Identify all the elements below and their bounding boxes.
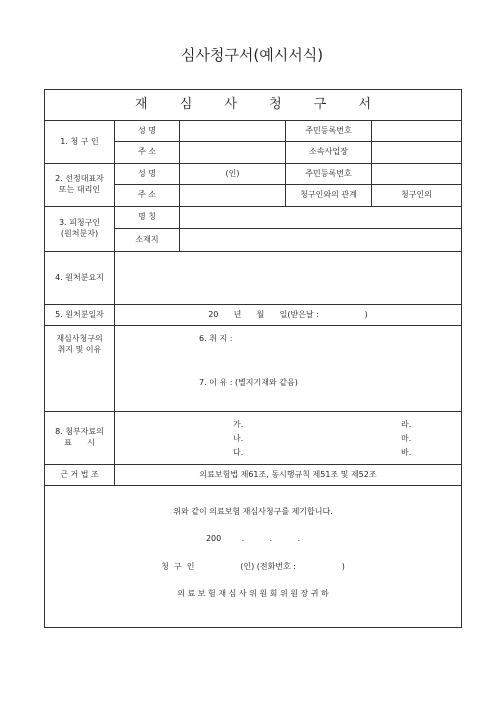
appeal-form [44, 89, 462, 628]
declaration-statement: 위와 같이 의료보험 재심사청구를 제기합니다. [173, 507, 333, 516]
respondent-label [45, 207, 115, 252]
declaration-block [45, 486, 462, 628]
attachment-item-ga: 가. [233, 420, 244, 429]
attachments-label-line1: 8. 첨부자료의 [55, 427, 104, 437]
representative-relation-value[interactable]: 청구인의 [372, 185, 462, 207]
representative-id-field[interactable] [372, 164, 462, 185]
respondent-label-line2: (원처분자) [60, 229, 99, 238]
attachment-item-ba: 바. [401, 448, 412, 457]
disposition-summary-label: 4. 원처분요지 [45, 252, 115, 305]
claimant-workplace-label: 소속사업장 [286, 142, 372, 164]
document-title: 심사청구서(예시서식) [180, 46, 324, 64]
purpose-reason-label-line1: 재심사청구의 [56, 334, 103, 343]
claimant-address-label: 주 소 [115, 142, 180, 164]
representative-label-line2: 또는 대리인 [58, 185, 101, 194]
attachment-item-da: 다. [233, 448, 244, 457]
representative-label-line1: 2. 선정대표자 [55, 174, 104, 184]
declaration-addressee: 의 료 보 험 재 심 사 위 원 회 위 원 장 귀 하 [177, 589, 329, 599]
claimant-label: 1. 청 구 인 [45, 121, 115, 164]
purpose-reason-field[interactable] [115, 326, 462, 412]
representative-name-field[interactable] [180, 164, 286, 185]
seal-mark: (인) [225, 168, 240, 178]
reason-line: 7. 이 유 : (별지기재와 같음) [199, 377, 298, 387]
respondent-location-field[interactable] [180, 229, 462, 252]
respondent-location-label: 소재지 [115, 229, 180, 252]
form-header: 재 심 사 청 구 서 [45, 90, 462, 121]
disposition-date-field[interactable]: 20 년 월 일(받은날 : ) [115, 305, 462, 326]
attachments-field[interactable] [115, 412, 462, 465]
legal-basis-label: 근 거 법 조 [45, 465, 115, 486]
claimant-id-label: 주민등록번호 [286, 121, 372, 142]
claimant-workplace-field[interactable] [372, 142, 462, 164]
representative-name-label: 성 명 [115, 164, 180, 185]
disposition-summary-field[interactable] [115, 252, 462, 305]
declaration-date[interactable]: 200 . . . [205, 533, 301, 543]
attachments-label [45, 412, 115, 465]
claimant-name-label: 성 명 [115, 121, 180, 142]
attachment-item-ma: 마. [401, 434, 412, 443]
declaration-signer[interactable]: 청 구 인 (인) (전화번호 : ) [161, 561, 345, 571]
claimant-address-field[interactable] [180, 142, 286, 164]
respondent-name-field[interactable] [180, 207, 462, 229]
respondent-label-line1: 3. 피청구인 [58, 218, 101, 228]
attachment-item-na: 나. [233, 434, 244, 443]
representative-id-label: 주민등록번호 [286, 164, 372, 185]
representative-address-label: 주 소 [115, 185, 180, 207]
attachments-label-line2: 표 시 [64, 438, 95, 447]
claimant-id-field[interactable] [372, 121, 462, 142]
representative-address-field[interactable] [180, 185, 286, 207]
legal-basis-value: 의료보험법 제61조, 동시행규칙 제51조 및 제52조 [115, 465, 462, 486]
representative-label [45, 164, 115, 207]
disposition-date-label: 5. 원처분일자 [45, 305, 115, 326]
purpose-reason-label-line2: 취지 및 이유 [57, 344, 102, 354]
purpose-line: 6. 취 지 : [199, 334, 233, 343]
claimant-name-field[interactable] [180, 121, 286, 142]
respondent-name-label: 명 칭 [115, 207, 180, 229]
representative-relation-label: 청구인와의 관계 [286, 185, 372, 207]
attachment-item-ra: 라. [401, 420, 412, 429]
purpose-reason-label [45, 326, 115, 412]
